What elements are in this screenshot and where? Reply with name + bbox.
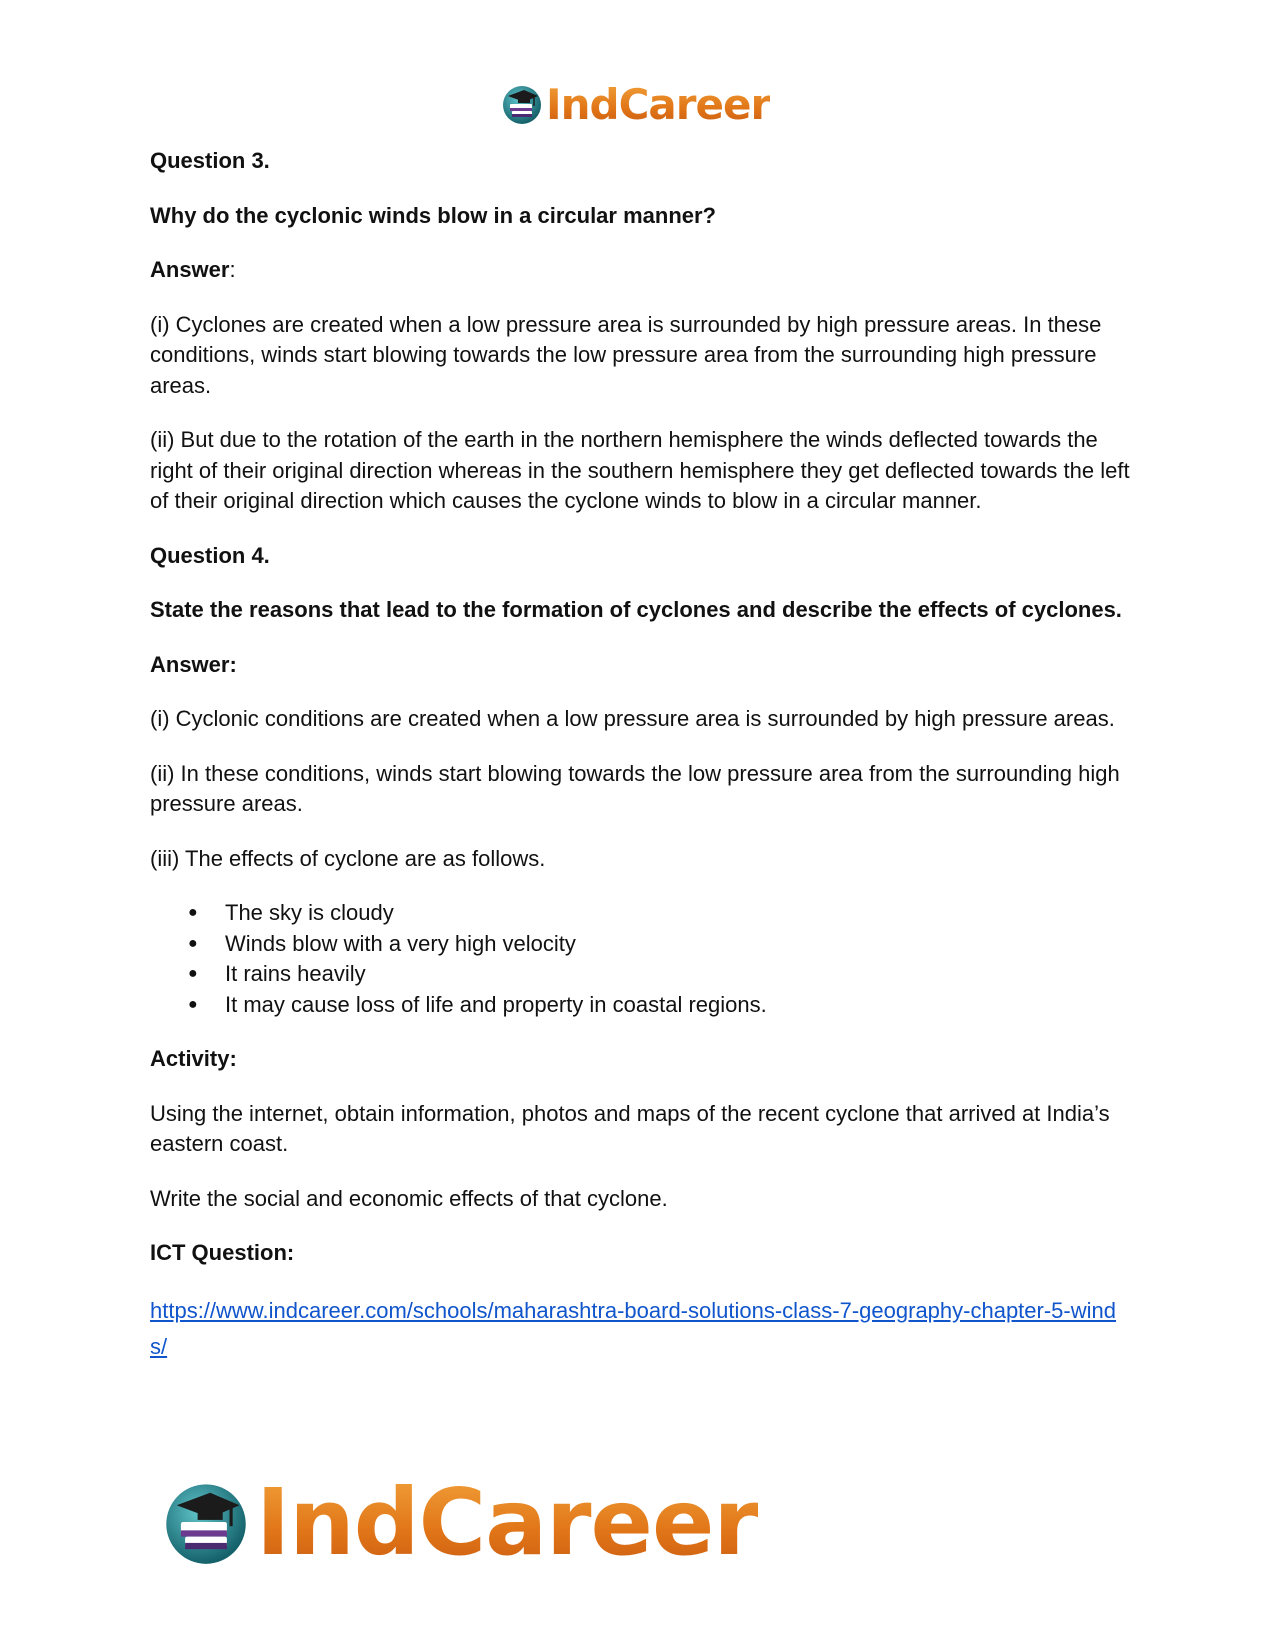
list-item: ● It rains heavily <box>225 959 1130 990</box>
activity-paragraph-2: Write the social and economic effects of that cyclone. <box>150 1185 668 1211</box>
graduation-cap-book-globe-icon <box>160 1476 252 1568</box>
graduation-cap-book-globe-icon <box>500 82 544 126</box>
question-3-label: Question 3. <box>150 148 270 173</box>
ict-question-label: ICT Question: <box>150 1240 295 1265</box>
activity-paragraph-1: Using the internet, obtain information, photos and maps of the recent cyclone that arrived at India’s eastern coast. <box>150 1100 1110 1156</box>
cyclone-effects-list <box>150 898 1130 1020</box>
answer-4-paragraph-2: (ii) In these conditions, winds start blowing towards the low pressure area from the surrounding high pressure areas. <box>150 760 1120 816</box>
header-logo <box>500 80 770 128</box>
question-4-text: State the reasons that lead to the formation of cyclones and describe the effects of cyclones. <box>150 597 1122 622</box>
question-3-text: Why do the cyclonic winds blow in a circular manner? <box>150 202 716 228</box>
ict-question-link[interactable]: https://www.indcareer.com/schools/maharashtra-board-solutions-class-7-geography-chapter-5-winds/ <box>150 1297 1116 1359</box>
answer-4-paragraph-3: (iii) The effects of cyclone are as follows. <box>150 845 546 871</box>
logo-wordmark: IndCareer <box>546 79 771 129</box>
list-item: ● Winds blow with a very high velocity <box>225 929 1130 960</box>
answer-3-paragraph-2: (ii) But due to the rotation of the earth in the northern hemisphere the winds deflected towards the right of their original direction whereas in the southern hemisphere they get deflected towards the left of their original direction which causes the cyclone winds to blow in a circular manner. <box>150 427 1130 513</box>
list-item: ● The sky is cloudy <box>225 898 1130 929</box>
answer-3-paragraph-1: (i) Cyclones are created when a low pressure area is surrounded by high pressure areas. In these conditions, winds start blowing towards the low pressure area from the surrounding high pressure areas. <box>150 311 1102 398</box>
answer-3-label: Answer <box>150 257 230 282</box>
answer-3-heading <box>150 255 1130 286</box>
list-item: ● It may cause loss of life and property in coastal regions. <box>225 990 1130 1021</box>
question-4-label: Question 4. <box>150 542 270 568</box>
footer-logo <box>160 1468 758 1576</box>
document-content <box>150 146 1130 1365</box>
logo-wordmark: IndCareer <box>256 1468 758 1576</box>
activity-label: Activity: <box>150 1046 237 1071</box>
answer-4-label: Answer: <box>150 651 237 677</box>
answer-3-colon: : <box>229 257 236 282</box>
answer-4-paragraph-1: (i) Cyclonic conditions are created when a low pressure area is surrounded by high pressure areas. <box>150 706 1115 731</box>
